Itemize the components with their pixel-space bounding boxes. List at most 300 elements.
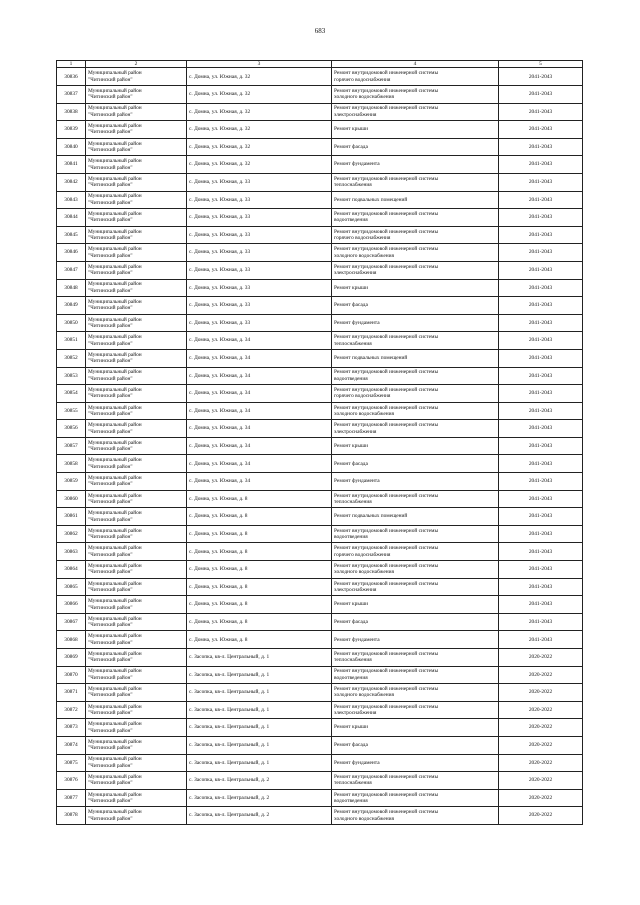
work-type-line: горячего водоснабжения (334, 551, 391, 558)
work-type-cell (332, 631, 499, 649)
district-line: "Читинский район" (88, 235, 133, 242)
work-type-cell (332, 613, 499, 631)
address-cell: с. Домна, ул. Южная, д. 8 (187, 543, 332, 561)
work-type-line: горячего водоснабжения (334, 76, 391, 83)
work-type-line: холодного водоснабжения (334, 815, 394, 822)
district-cell (86, 244, 187, 262)
district-cell (86, 631, 187, 649)
period-cell: 2020-2022 (499, 736, 583, 754)
work-type-line: холодного водоснабжения (334, 569, 394, 576)
table-row (57, 367, 583, 385)
work-type-line: водоотведения (334, 217, 368, 224)
address-cell: с. Домна, ул. Южная, д. 33 (187, 297, 332, 315)
district-line: "Читинский район" (88, 692, 133, 699)
period-cell: 2020-2022 (499, 789, 583, 807)
table-row (57, 807, 583, 825)
row-number-cell: 30836 (57, 68, 86, 86)
work-type-line: Ремонт внутридомовой инженерной системы (334, 809, 439, 816)
district-cell (86, 701, 187, 719)
table-row (57, 666, 583, 684)
work-type-line: Ремонт внутридомовой инженерной системы (334, 175, 439, 182)
district-line: "Читинский район" (88, 657, 133, 664)
address-cell: с. Домна, ул. Южная, д. 8 (187, 508, 332, 526)
row-number-cell: 30875 (57, 754, 86, 772)
district-line: Муниципальный район (88, 386, 142, 393)
district-line: "Читинский район" (88, 604, 133, 611)
district-line: "Читинский район" (88, 375, 133, 382)
table-row (57, 437, 583, 455)
district-line: "Читинский район" (88, 815, 133, 822)
work-type-line: Ремонт фундамента (334, 161, 380, 168)
work-type-line: Ремонт внутридомовой инженерной системы (334, 246, 439, 253)
address-cell: с. Домна, ул. Южная, д. 32 (187, 138, 332, 156)
address-cell: с. Домна, ул. Южная, д. 8 (187, 578, 332, 596)
work-type-cell (332, 561, 499, 579)
address-cell: с. Домна, ул. Южная, д. 8 (187, 613, 332, 631)
work-type-cell (332, 754, 499, 772)
work-type-line: Ремонт подвальных помещений (334, 513, 408, 520)
work-type-line: теплоснабжения (334, 780, 372, 787)
address-cell: с. Домна, ул. Южная, д. 32 (187, 68, 332, 86)
district-line: "Читинский район" (88, 798, 133, 805)
district-cell (86, 807, 187, 825)
period-cell: 2041-2043 (499, 261, 583, 279)
district-cell (86, 173, 187, 191)
district-cell (86, 613, 187, 631)
work-type-cell (332, 437, 499, 455)
district-line: Муниципальный район (88, 809, 142, 816)
row-number-cell: 30848 (57, 279, 86, 297)
row-number-cell: 30857 (57, 437, 86, 455)
address-cell: с. Засопка, кв-л. Центральный, д. 1 (187, 649, 332, 667)
district-cell (86, 772, 187, 790)
period-cell: 2041-2043 (499, 332, 583, 350)
district-line: Муниципальный район (88, 228, 142, 235)
table-row (57, 121, 583, 139)
address-cell: с. Домна, ул. Южная, д. 34 (187, 455, 332, 473)
district-cell (86, 367, 187, 385)
row-number-cell: 30860 (57, 490, 86, 508)
work-type-line: Ремонт внутридомовой инженерной системы (334, 791, 439, 798)
district-line: "Читинский район" (88, 199, 133, 206)
district-cell (86, 420, 187, 438)
period-cell: 2041-2043 (499, 68, 583, 86)
work-type-line: водоотведения (334, 534, 368, 541)
work-type-cell (332, 332, 499, 350)
table-row (57, 332, 583, 350)
table-row (57, 508, 583, 526)
row-number-cell: 30849 (57, 297, 86, 315)
work-type-line: Ремонт фундамента (334, 759, 380, 766)
district-line: Муниципальный район (88, 580, 142, 587)
district-line: Муниципальный район (88, 123, 142, 130)
table-row (57, 596, 583, 614)
district-line: Муниципальный район (88, 791, 142, 798)
district-line: Муниципальный район (88, 175, 142, 182)
district-line: Муниципальный район (88, 263, 142, 270)
column-header: 4 (332, 61, 499, 68)
district-line: "Читинский район" (88, 586, 133, 593)
period-cell: 2020-2022 (499, 666, 583, 684)
table-row (57, 261, 583, 279)
district-line: "Читинский район" (88, 481, 133, 488)
work-type-cell (332, 349, 499, 367)
district-cell (86, 156, 187, 174)
table-row (57, 138, 583, 156)
district-line: "Читинский район" (88, 780, 133, 787)
district-cell (86, 297, 187, 315)
address-cell: с. Засопка, кв-л. Центральный, д. 2 (187, 789, 332, 807)
district-line: Муниципальный район (88, 510, 142, 517)
period-cell: 2041-2043 (499, 191, 583, 209)
work-type-line: Ремонт фундамента (334, 319, 380, 326)
district-line: "Читинский район" (88, 727, 133, 734)
district-line: "Читинский район" (88, 428, 133, 435)
district-line: "Читинский район" (88, 446, 133, 453)
row-number-cell: 30855 (57, 402, 86, 420)
table-row (57, 349, 583, 367)
district-cell (86, 68, 187, 86)
row-number-cell: 30873 (57, 719, 86, 737)
district-cell (86, 666, 187, 684)
period-cell: 2041-2043 (499, 156, 583, 174)
district-cell (86, 719, 187, 737)
work-type-line: Ремонт внутридомовой инженерной системы (334, 334, 439, 341)
table-row (57, 772, 583, 790)
row-number-cell: 30868 (57, 631, 86, 649)
work-type-cell (332, 121, 499, 139)
work-type-line: Ремонт фундамента (334, 478, 380, 485)
work-type-line: холодного водоснабжения (334, 252, 394, 259)
district-line: "Читинский район" (88, 551, 133, 558)
period-cell: 2041-2043 (499, 613, 583, 631)
page-number: 683 (314, 27, 326, 35)
address-cell: с. Домна, ул. Южная, д. 32 (187, 156, 332, 174)
district-line: Муниципальный район (88, 87, 142, 94)
period-cell: 2041-2043 (499, 103, 583, 121)
work-type-cell (332, 701, 499, 719)
district-line: "Читинский район" (88, 164, 133, 171)
period-cell: 2020-2022 (499, 701, 583, 719)
district-cell (86, 754, 187, 772)
row-number-cell: 30866 (57, 596, 86, 614)
period-cell: 2020-2022 (499, 754, 583, 772)
table-row (57, 789, 583, 807)
district-cell (86, 209, 187, 227)
address-cell: с. Домна, ул. Южная, д. 33 (187, 191, 332, 209)
address-cell: с. Домна, ул. Южная, д. 8 (187, 561, 332, 579)
district-line: Муниципальный район (88, 633, 142, 640)
district-line: Муниципальный район (88, 246, 142, 253)
address-cell: с. Засопка, кв-л. Центральный, д. 1 (187, 666, 332, 684)
work-type-cell (332, 649, 499, 667)
work-type-line: электроснабжения (334, 710, 377, 717)
address-cell: с. Домна, ул. Южная, д. 34 (187, 349, 332, 367)
table-row (57, 490, 583, 508)
district-line: Муниципальный район (88, 598, 142, 605)
period-cell: 2041-2043 (499, 631, 583, 649)
district-line: Муниципальный район (88, 492, 142, 499)
period-cell: 2041-2043 (499, 508, 583, 526)
period-cell: 2041-2043 (499, 367, 583, 385)
work-type-line: Ремонт внутридомовой инженерной системы (334, 87, 439, 94)
work-type-line: Ремонт внутридомовой инженерной системы (334, 404, 439, 411)
table-row (57, 173, 583, 191)
period-cell: 2020-2022 (499, 807, 583, 825)
work-type-cell (332, 402, 499, 420)
address-cell: с. Домна, ул. Южная, д. 33 (187, 261, 332, 279)
work-type-line: Ремонт внутридомовой инженерной системы (334, 527, 439, 534)
district-line: Муниципальный район (88, 756, 142, 763)
period-cell: 2041-2043 (499, 490, 583, 508)
table-row (57, 684, 583, 702)
table-header-row (57, 61, 583, 68)
row-number-cell: 30852 (57, 349, 86, 367)
district-cell (86, 437, 187, 455)
row-number-cell: 30869 (57, 649, 86, 667)
district-cell (86, 226, 187, 244)
district-line: Муниципальный район (88, 650, 142, 657)
period-cell: 2041-2043 (499, 279, 583, 297)
work-type-line: холодного водоснабжения (334, 410, 394, 417)
district-cell (86, 86, 187, 104)
column-header: 1 (57, 61, 86, 68)
address-cell: с. Домна, ул. Южная, д. 34 (187, 437, 332, 455)
work-type-line: Ремонт крыши (334, 284, 368, 291)
district-line: Муниципальный район (88, 351, 142, 358)
district-line: "Читинский район" (88, 358, 133, 365)
period-cell: 2020-2022 (499, 719, 583, 737)
work-type-line: Ремонт фасада (334, 143, 368, 150)
period-cell: 2041-2043 (499, 209, 583, 227)
period-cell: 2041-2043 (499, 402, 583, 420)
address-cell: с. Домна, ул. Южная, д. 8 (187, 525, 332, 543)
district-line: Муниципальный район (88, 193, 142, 200)
district-line: Муниципальный район (88, 439, 142, 446)
district-cell (86, 261, 187, 279)
work-type-line: теплоснабжения (334, 340, 372, 347)
work-type-line: Ремонт внутридомовой инженерной системы (334, 263, 439, 270)
district-line: "Читинский район" (88, 463, 133, 470)
address-cell: с. Засопка, кв-л. Центральный, д. 1 (187, 754, 332, 772)
row-number-cell: 30839 (57, 121, 86, 139)
row-number-cell: 30844 (57, 209, 86, 227)
work-type-line: Ремонт фасада (334, 618, 368, 625)
district-cell (86, 385, 187, 403)
period-cell: 2041-2043 (499, 525, 583, 543)
table-row (57, 314, 583, 332)
district-line: Муниципальный район (88, 474, 142, 481)
address-cell: с. Засопка, кв-л. Центральный, д. 1 (187, 701, 332, 719)
district-line: "Читинский район" (88, 745, 133, 752)
period-cell: 2041-2043 (499, 578, 583, 596)
work-type-line: Ремонт внутридомовой инженерной системы (334, 211, 439, 218)
address-cell: с. Домна, ул. Южная, д. 8 (187, 596, 332, 614)
work-type-cell (332, 684, 499, 702)
period-cell: 2041-2043 (499, 455, 583, 473)
work-type-line: электроснабжения (334, 111, 377, 118)
district-line: "Читинский район" (88, 762, 133, 769)
district-cell (86, 121, 187, 139)
table-row (57, 578, 583, 596)
table-row (57, 701, 583, 719)
table-row (57, 736, 583, 754)
district-line: "Читинский район" (88, 639, 133, 646)
work-type-cell (332, 173, 499, 191)
row-number-cell: 30861 (57, 508, 86, 526)
district-line: "Читинский район" (88, 270, 133, 277)
address-cell: с. Домна, ул. Южная, д. 33 (187, 209, 332, 227)
district-cell (86, 525, 187, 543)
district-line: Муниципальный район (88, 140, 142, 147)
table-row (57, 561, 583, 579)
district-cell (86, 473, 187, 491)
period-cell: 2041-2043 (499, 437, 583, 455)
work-type-cell (332, 736, 499, 754)
row-number-cell: 30871 (57, 684, 86, 702)
district-cell (86, 736, 187, 754)
period-cell: 2041-2043 (499, 314, 583, 332)
table-row (57, 244, 583, 262)
district-line: "Читинский район" (88, 498, 133, 505)
district-line: Муниципальный район (88, 404, 142, 411)
district-line: "Читинский район" (88, 287, 133, 294)
district-line: "Читинский район" (88, 393, 133, 400)
address-cell: с. Домна, ул. Южная, д. 32 (187, 121, 332, 139)
period-cell: 2020-2022 (499, 684, 583, 702)
period-cell: 2020-2022 (499, 772, 583, 790)
district-line: Муниципальный район (88, 369, 142, 376)
address-cell: с. Засопка, кв-л. Центральный, д. 1 (187, 719, 332, 737)
row-number-cell: 30851 (57, 332, 86, 350)
table-row (57, 631, 583, 649)
row-number-cell: 30843 (57, 191, 86, 209)
row-number-cell: 30865 (57, 578, 86, 596)
row-number-cell: 30847 (57, 261, 86, 279)
work-type-cell (332, 543, 499, 561)
address-cell: с. Домна, ул. Южная, д. 34 (187, 473, 332, 491)
work-type-line: Ремонт внутридомовой инженерной системы (334, 422, 439, 429)
address-cell: с. Домна, ул. Южная, д. 33 (187, 226, 332, 244)
work-type-cell (332, 226, 499, 244)
address-cell: с. Домна, ул. Южная, д. 34 (187, 420, 332, 438)
district-line: "Читинский район" (88, 147, 133, 154)
work-type-cell (332, 789, 499, 807)
work-type-line: теплоснабжения (334, 657, 372, 664)
work-type-cell (332, 209, 499, 227)
district-line: Муниципальный район (88, 721, 142, 728)
work-type-cell (332, 103, 499, 121)
work-type-line: Ремонт внутридомовой инженерной системы (334, 228, 439, 235)
work-type-line: Ремонт внутридомовой инженерной системы (334, 580, 439, 587)
table-row (57, 649, 583, 667)
work-type-cell (332, 261, 499, 279)
work-type-line: Ремонт фасада (334, 742, 368, 749)
work-type-line: Ремонт внутридомовой инженерной системы (334, 492, 439, 499)
period-cell: 2041-2043 (499, 561, 583, 579)
district-line: Муниципальный район (88, 686, 142, 693)
work-type-cell (332, 244, 499, 262)
work-type-line: холодного водоснабжения (334, 692, 394, 699)
table-body (57, 68, 583, 825)
table-row (57, 226, 583, 244)
work-type-cell (332, 314, 499, 332)
work-type-cell (332, 490, 499, 508)
work-type-line: Ремонт внутридомовой инженерной системы (334, 562, 439, 569)
work-type-line: горячего водоснабжения (334, 393, 391, 400)
district-line: Муниципальный район (88, 545, 142, 552)
row-number-cell: 30845 (57, 226, 86, 244)
work-type-cell (332, 86, 499, 104)
work-type-line: Ремонт внутридомовой инженерной системы (334, 650, 439, 657)
work-type-line: Ремонт крыши (334, 442, 368, 449)
table-row (57, 156, 583, 174)
row-number-cell: 30850 (57, 314, 86, 332)
district-line: Муниципальный район (88, 105, 142, 112)
row-number-cell: 30842 (57, 173, 86, 191)
work-type-line: водоотведения (334, 798, 368, 805)
district-cell (86, 191, 187, 209)
district-line: Муниципальный район (88, 774, 142, 781)
period-cell: 2020-2022 (499, 649, 583, 667)
district-cell (86, 649, 187, 667)
district-line: Муниципальный район (88, 211, 142, 218)
work-type-line: водоотведения (334, 674, 368, 681)
row-number-cell: 30840 (57, 138, 86, 156)
row-number-cell: 30864 (57, 561, 86, 579)
address-cell: с. Домна, ул. Южная, д. 8 (187, 631, 332, 649)
work-type-cell (332, 385, 499, 403)
row-number-cell: 30874 (57, 736, 86, 754)
work-type-cell (332, 138, 499, 156)
work-type-cell (332, 772, 499, 790)
address-cell: с. Домна, ул. Южная, д. 32 (187, 103, 332, 121)
district-line: "Читинский район" (88, 534, 133, 541)
column-header: 2 (86, 61, 187, 68)
district-line: "Читинский район" (88, 323, 133, 330)
work-type-line: электроснабжения (334, 428, 377, 435)
district-line: "Читинский район" (88, 622, 133, 629)
district-line: Муниципальный район (88, 457, 142, 464)
work-type-line: теплоснабжения (334, 182, 372, 189)
district-line: "Читинский район" (88, 182, 133, 189)
district-line: Муниципальный район (88, 316, 142, 323)
district-line: Муниципальный район (88, 281, 142, 288)
district-line: Муниципальный район (88, 70, 142, 77)
district-cell (86, 490, 187, 508)
row-number-cell: 30853 (57, 367, 86, 385)
address-cell: с. Домна, ул. Южная, д. 34 (187, 367, 332, 385)
address-cell: с. Засопка, кв-л. Центральный, д. 1 (187, 684, 332, 702)
address-cell: с. Домна, ул. Южная, д. 34 (187, 402, 332, 420)
district-line: Муниципальный район (88, 158, 142, 165)
district-line: "Читинский район" (88, 111, 133, 118)
work-type-line: Ремонт внутридомовой инженерной системы (334, 668, 439, 675)
table-row (57, 209, 583, 227)
table-row (57, 86, 583, 104)
district-cell (86, 543, 187, 561)
district-line: "Читинский район" (88, 410, 133, 417)
table-row (57, 719, 583, 737)
row-number-cell: 30877 (57, 789, 86, 807)
table-row (57, 385, 583, 403)
district-cell (86, 455, 187, 473)
work-type-cell (332, 596, 499, 614)
period-cell: 2041-2043 (499, 121, 583, 139)
work-type-line: Ремонт подвальных помещений (334, 196, 408, 203)
work-type-cell (332, 191, 499, 209)
district-line: "Читинский район" (88, 516, 133, 523)
